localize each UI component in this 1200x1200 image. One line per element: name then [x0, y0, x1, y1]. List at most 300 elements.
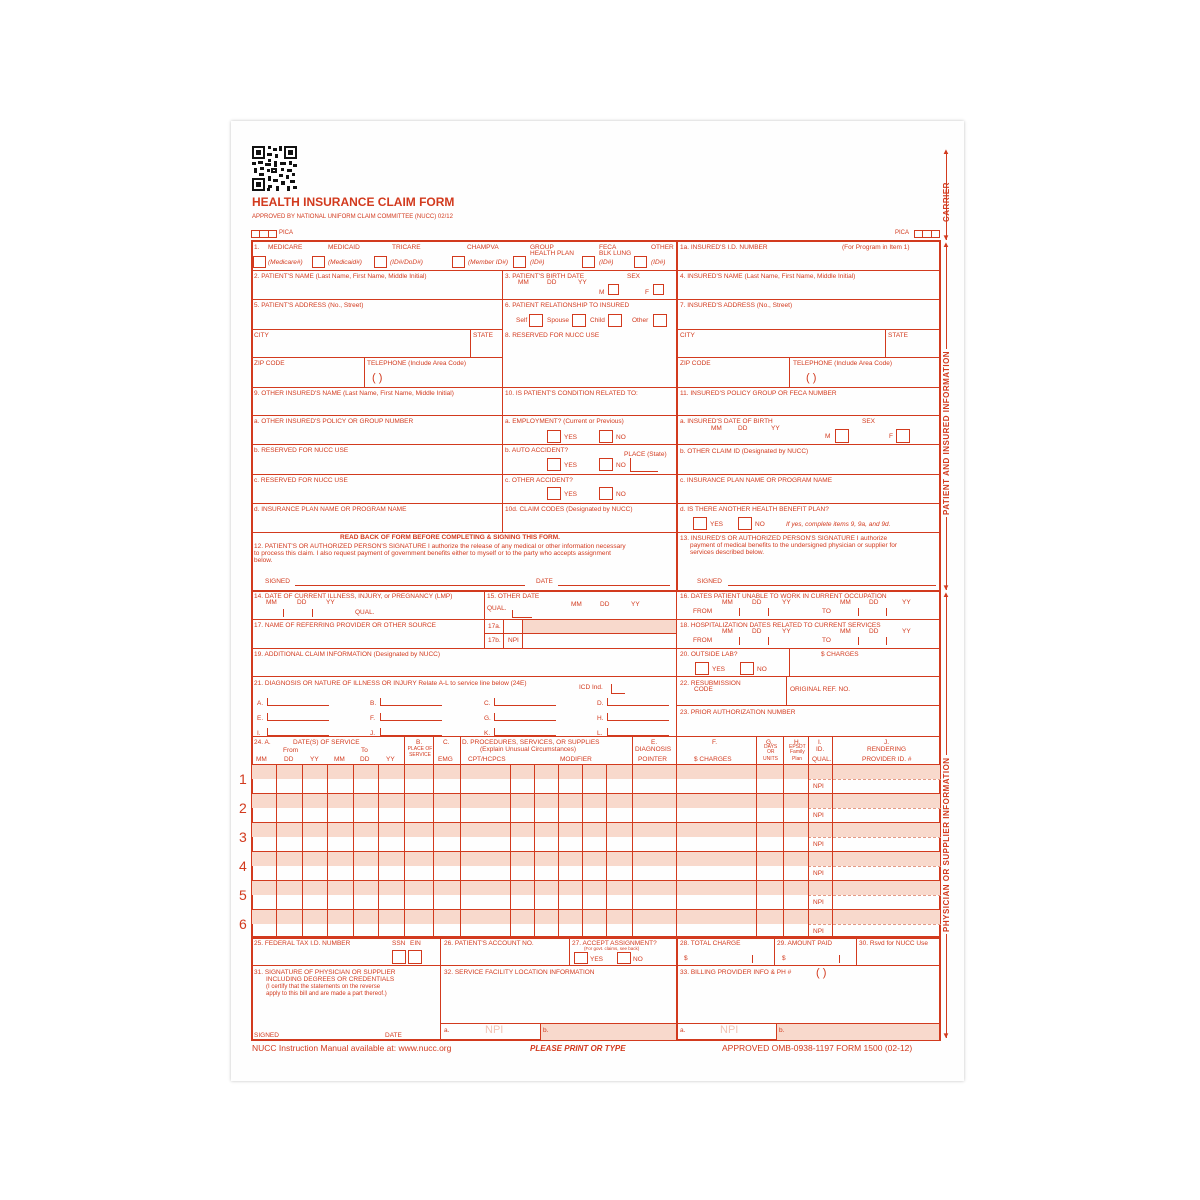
item2-patient-name[interactable]: 2. PATIENT'S NAME (Last Name, First Name, Middle Initial) [254, 273, 427, 280]
outside-lab-no-label: NO [757, 666, 767, 673]
item6-label: 6. PATIENT RELATIONSHIP TO INSURED [505, 302, 630, 309]
dx-letter: I. [257, 730, 261, 737]
item24-to-yy: YY [386, 756, 395, 763]
item16-from-mm: MM [722, 599, 733, 606]
other-program-checkbox[interactable] [634, 256, 647, 268]
item1-group2: HEALTH PLAN [530, 250, 574, 257]
item27-label: 27. ACCEPT ASSIGNMENT? [572, 940, 657, 947]
service-line-supplemental[interactable] [252, 823, 832, 837]
auto-accident-no-checkbox[interactable] [599, 458, 613, 471]
outside-lab-no-checkbox[interactable] [740, 662, 754, 675]
item9d[interactable]: d. INSURANCE PLAN NAME OR PROGRAM NAME [254, 506, 407, 513]
item17b: 17b. [488, 637, 501, 644]
item11a-mm: MM [711, 425, 722, 432]
diagnosis-field[interactable] [607, 728, 669, 736]
item13-signed: SIGNED [697, 578, 722, 585]
champva-id-label: (Member ID#) [468, 259, 509, 266]
relationship-other-checkbox[interactable] [653, 314, 667, 327]
item6-spouse: Spouse [547, 317, 570, 324]
item24-from-yy: YY [310, 756, 319, 763]
item23-label[interactable]: 23. PRIOR AUTHORIZATION NUMBER [680, 709, 796, 716]
item33b: b. [779, 1027, 785, 1034]
footer-omb: APPROVED OMB-0938-1197 FORM 1500 (02-12) [722, 1043, 913, 1053]
service-line-supplemental[interactable] [252, 910, 832, 924]
item24-h3: Family [790, 749, 805, 755]
item1-feca: FECA [599, 244, 617, 251]
patient-state[interactable]: STATE [473, 332, 493, 339]
diagnosis-field[interactable] [607, 713, 669, 721]
item24-j2: RENDERING [867, 746, 907, 753]
diagnosis-field[interactable] [267, 713, 329, 721]
item11a-f: F [889, 433, 893, 440]
item10a: a. EMPLOYMENT? (Current or Previous) [505, 418, 624, 425]
item17b-npi: NPI [508, 637, 519, 644]
item24-to-dd: DD [360, 756, 370, 763]
accept-yes-label: YES [590, 956, 604, 963]
insured-zip[interactable]: ZIP CODE [680, 360, 711, 367]
medicare-checkbox[interactable] [253, 256, 266, 268]
item14-yy: YY [326, 599, 335, 606]
item16-from: FROM [693, 608, 713, 615]
item16-to-yy: YY [902, 599, 911, 606]
service-line-number: 5 [239, 887, 247, 903]
other-plan-no-checkbox[interactable] [738, 517, 752, 530]
item1-medicaid: MEDICAID [328, 244, 360, 251]
service-line-npi-label: NPI [813, 928, 824, 935]
item18-to: TO [822, 637, 831, 644]
item25-ein: EIN [410, 940, 421, 947]
ssn-checkbox[interactable] [392, 950, 406, 964]
item33-label[interactable]: 33. BILLING PROVIDER INFO & PH # [680, 969, 792, 976]
group-checkbox[interactable] [513, 256, 526, 268]
item14-qual: QUAL. [355, 609, 375, 616]
employment-no-checkbox[interactable] [599, 430, 613, 443]
item13-line3: services described below. [690, 549, 765, 556]
tricare-checkbox[interactable] [374, 256, 387, 268]
item28-dollar: $ [684, 955, 688, 962]
other-accident-no-checkbox[interactable] [599, 487, 613, 500]
item24-h: H. [794, 739, 801, 746]
item15-qual: QUAL. [487, 605, 507, 612]
diagnosis-field[interactable] [380, 698, 442, 706]
insured-sex-f-checkbox[interactable] [896, 429, 910, 443]
item1-tricare: TRICARE [392, 244, 421, 251]
other-plan-yes-checkbox[interactable] [693, 517, 707, 530]
item33-parens: ( ) [816, 967, 827, 979]
item10c: c. OTHER ACCIDENT? [505, 477, 573, 484]
diagnosis-field[interactable] [607, 698, 669, 706]
item24-c: C. [443, 739, 450, 746]
footer-print-notice: PLEASE PRINT OR TYPE [530, 1044, 626, 1053]
item25-ssn: SSN [392, 940, 406, 947]
item18-to-dd: DD [869, 628, 879, 635]
item24-h4: Plan [792, 756, 803, 762]
service-line-row[interactable] [252, 895, 807, 909]
item7-insured-address[interactable]: 7. INSURED'S ADDRESS (No., Street) [680, 302, 793, 309]
item16-to-mm: MM [840, 599, 851, 606]
item3-f: F [645, 289, 649, 296]
auto-accident-yes-checkbox[interactable] [547, 458, 561, 471]
item24-i3: QUAL. [812, 756, 832, 763]
item24-f2: $ CHARGES [694, 756, 732, 763]
read-back-notice: READ BACK OF FORM BEFORE COMPLETING & SIGNING THIS FORM. [340, 534, 560, 541]
item24-g3: OR [767, 749, 775, 755]
item1a-note: (For Program in Item 1) [842, 244, 910, 251]
item12-line3: below. [254, 557, 273, 564]
item16-from-yy: YY [782, 599, 791, 606]
dx-letter: L. [597, 730, 603, 737]
service-line-supplemental[interactable] [252, 765, 832, 779]
insured-city[interactable]: CITY [680, 332, 695, 339]
item11d-note: If yes, complete items 9, 9a, and 9d. [786, 521, 891, 528]
accept-no-label: NO [633, 956, 643, 963]
item24-e: E. [651, 739, 658, 746]
item24-from: From [283, 747, 299, 754]
item5-patient-address[interactable]: 5. PATIENT'S ADDRESS (No., Street) [254, 302, 364, 309]
item3-yy: YY [578, 279, 587, 286]
ein-checkbox[interactable] [408, 950, 422, 964]
item6-other: Other [632, 317, 649, 324]
item12-line1: 12. PATIENT'S OR AUTHORIZED PERSON'S SIGNATURE I authorize the release of any medical or other information necessary [254, 543, 626, 550]
item24-e3: POINTER [638, 756, 667, 763]
dx-letter: H. [597, 715, 604, 722]
item14-mm: MM [266, 599, 277, 606]
group-id-label: (ID#) [530, 259, 545, 266]
other-accident-no-label: NO [616, 491, 626, 498]
diagnosis-field[interactable] [267, 698, 329, 706]
service-line-provider-qual[interactable] [833, 794, 940, 808]
item21-label: 21. DIAGNOSIS OR NATURE OF ILLNESS OR INJURY Relate A-L to service line below (24E) [254, 680, 527, 687]
item20-label: 20. OUTSIDE LAB? [680, 651, 738, 658]
relationship-child-checkbox[interactable] [608, 314, 622, 327]
item24-dates: DATE(S) OF SERVICE [293, 739, 360, 746]
medicaid-id-label: (Medicaid#) [328, 259, 362, 266]
item16-to: TO [822, 608, 831, 615]
item15-mm: MM [571, 601, 582, 608]
item22-code: CODE [694, 686, 713, 693]
item6-self: Self [516, 317, 528, 324]
item32a-npi-watermark: NPI [485, 1024, 504, 1036]
item32b: b. [543, 1027, 549, 1034]
item12-date: DATE [536, 578, 553, 585]
item17b-npi-field[interactable] [523, 634, 676, 648]
tricare-id-label: (ID#/DoD#) [390, 259, 423, 266]
item17-label[interactable]: 17. NAME OF REFERRING PROVIDER OR OTHER SOURCE [254, 622, 437, 629]
service-line-npi-label: NPI [813, 899, 824, 906]
accept-assignment-yes-checkbox[interactable] [574, 952, 588, 964]
patient-phone-parens: ( ) [372, 372, 383, 384]
item1-medicare: MEDICARE [268, 244, 303, 251]
item29-label[interactable]: 29. AMOUNT PAID [777, 940, 833, 947]
item14-label: 14. DATE OF CURRENT ILLNESS, INJURY, or PREGNANCY (LMP) [254, 593, 453, 600]
service-line-row[interactable] [252, 779, 807, 793]
item24-e2: DIAGNOSIS [635, 746, 672, 753]
patient-sex-f-checkbox[interactable] [653, 284, 664, 295]
diagnosis-field[interactable] [494, 728, 556, 736]
item1-feca2: BLK LUNG [599, 250, 632, 257]
other-program-id-label: (ID#) [651, 259, 666, 266]
item25-label: 25. FEDERAL TAX I.D. NUMBER [254, 940, 351, 947]
item13-line2: payment of medical benefits to the undersigned physician or supplier for [690, 542, 898, 549]
item32a: a. [444, 1027, 450, 1034]
item24-emg: EMG [438, 756, 453, 763]
item3-dd: DD [547, 279, 557, 286]
service-line-number: 6 [239, 916, 247, 932]
dx-letter: J. [370, 730, 376, 737]
item27-note: (For govt. claims, see back) [584, 946, 640, 951]
item24-b: B. [416, 739, 423, 746]
item22-label: 22. RESUBMISSION [680, 680, 741, 687]
diagnosis-field[interactable] [380, 728, 442, 736]
service-line-npi-label: NPI [813, 783, 824, 790]
dx-letter: F. [370, 715, 376, 722]
federal-tax-id-field[interactable] [254, 950, 388, 964]
item8-reserved: 8. RESERVED FOR NUCC USE [505, 332, 600, 339]
item10-label: 10. IS PATIENT'S CONDITION RELATED TO: [505, 390, 638, 397]
facility-other-id-field[interactable] [541, 1024, 676, 1040]
service-line-supplemental[interactable] [252, 794, 832, 808]
item15-label: 15. OTHER DATE [487, 593, 540, 600]
relationship-self-checkbox[interactable] [529, 314, 543, 327]
item15-yy: YY [631, 601, 640, 608]
item31-signed: SIGNED [254, 1032, 279, 1039]
service-line-row[interactable] [252, 808, 807, 822]
insured-phone-parens: ( ) [806, 372, 817, 384]
diagnosis-field[interactable] [494, 713, 556, 721]
patient-city[interactable]: CITY [254, 332, 269, 339]
item17a-field[interactable] [523, 620, 676, 633]
item24-modifier: MODIFIER [560, 756, 592, 763]
auto-accident-state-field[interactable] [630, 458, 658, 472]
item1-other: OTHER [651, 244, 674, 251]
item18-to-mm: MM [840, 628, 851, 635]
service-line-provider-qual[interactable] [833, 910, 940, 924]
item24-d2: (Explain Unusual Circumstances) [480, 746, 577, 753]
icd-ind-field[interactable] [611, 684, 625, 694]
dx-letter: C. [484, 700, 491, 707]
item33a: a. [680, 1027, 686, 1034]
item10b: b. AUTO ACCIDENT? [505, 447, 569, 454]
item18-from: FROM [693, 637, 713, 644]
service-line-npi-label: NPI [813, 841, 824, 848]
insured-sex-m-checkbox[interactable] [835, 429, 849, 443]
item24-a: 24. A. [254, 739, 271, 746]
medicare-id-label: (Medicare#) [268, 259, 303, 266]
insured-telephone[interactable]: TELEPHONE (Include Area Code) [793, 360, 892, 367]
item3-mm: MM [518, 279, 529, 286]
item11a-sex: SEX [862, 418, 876, 425]
item24-g4: UNITS [763, 756, 778, 762]
service-line-supplemental[interactable] [252, 881, 832, 895]
service-line-npi-label: NPI [813, 812, 824, 819]
item24-f: F. [712, 739, 718, 746]
item24-i: I. [818, 739, 822, 746]
physician-signature-field[interactable] [280, 1022, 380, 1036]
service-line-provider-qual[interactable] [833, 823, 940, 837]
medicaid-checkbox[interactable] [312, 256, 325, 268]
item1-num: 1. [254, 244, 260, 251]
pica-label-left: PICA [279, 230, 294, 236]
item18-from-yy: YY [782, 628, 791, 635]
item24-h2: EPSDT [789, 744, 806, 750]
item9c: c. RESERVED FOR NUCC USE [254, 477, 348, 484]
item11b[interactable]: b. OTHER CLAIM ID (Designated by NUCC) [680, 448, 809, 455]
outside-lab-yes-checkbox[interactable] [695, 662, 709, 675]
diagnosis-field[interactable] [380, 713, 442, 721]
item24-g: G. [766, 739, 773, 746]
dx-letter: B. [370, 700, 377, 707]
service-line-supplemental[interactable] [252, 852, 832, 866]
item22-orig: ORIGINAL REF. NO. [790, 686, 851, 693]
item3-m: M [599, 289, 605, 296]
qr-code-icon [252, 146, 297, 191]
footer-nucc-manual: NUCC Instruction Manual available at: www.nucc.org [252, 1043, 452, 1053]
item24-j: J. [884, 739, 890, 746]
dx-letter: K. [484, 730, 491, 737]
item1-group: GROUP [530, 244, 554, 251]
patient-sex-m-checkbox[interactable] [608, 284, 619, 295]
item19-label[interactable]: 19. ADDITIONAL CLAIM INFORMATION (Designated by NUCC) [254, 651, 441, 658]
item16-from-dd: DD [752, 599, 762, 606]
other-accident-yes-checkbox[interactable] [547, 487, 561, 500]
billing-npi-field[interactable] [692, 1024, 775, 1040]
facility-npi-field[interactable] [455, 1024, 539, 1040]
item18-from-dd: DD [752, 628, 762, 635]
dx-letter: A. [257, 700, 264, 707]
item18-to-yy: YY [902, 628, 911, 635]
side-label-physician: PHYSICIAN OR SUPPLIER INFORMATION [942, 757, 951, 932]
item24-pos: PLACE OF SERVICE [407, 746, 433, 758]
other-plan-yes-label: YES [710, 521, 724, 528]
service-line-number: 2 [239, 800, 247, 816]
service-line-number: 4 [239, 858, 247, 874]
item18-from-mm: MM [722, 628, 733, 635]
service-line-row[interactable] [252, 837, 807, 851]
other-plan-no-label: NO [755, 521, 765, 528]
item11a-yy: YY [771, 425, 780, 432]
dx-letter: D. [597, 700, 604, 707]
employment-yes-label: YES [564, 434, 578, 441]
item14-dd: DD [297, 599, 307, 606]
item3-label: 3. PATIENT'S BIRTH DATE [505, 273, 585, 280]
item11a: a. INSURED'S DATE OF BIRTH [680, 418, 773, 425]
item3-sex: SEX [627, 273, 641, 280]
item31-line1: 31. SIGNATURE OF PHYSICIAN OR SUPPLIER [254, 969, 396, 976]
item10b-place: PLACE (State) [624, 451, 667, 458]
item12-line2: to process this claim. I also request payment of government benefits either to myself or to the party who accepts assignment [254, 550, 611, 557]
item24-from-dd: DD [284, 756, 294, 763]
icd-ind-label: ICD Ind. [579, 684, 603, 691]
item24-from-mm: MM [256, 756, 267, 763]
item17a: 17a. [488, 623, 501, 630]
diagnosis-field[interactable] [494, 698, 556, 706]
item24-to: To [361, 747, 368, 754]
insured-signature-field[interactable] [728, 574, 936, 585]
side-label-carrier: CARRIER [942, 182, 951, 222]
item24-cpt: CPT/HCPCS [468, 756, 506, 763]
service-line-provider-qual[interactable] [833, 881, 940, 895]
item26-label[interactable]: 26. PATIENT'S ACCOUNT NO. [444, 940, 534, 947]
item24-i2: ID. [816, 746, 825, 753]
auto-no-label: NO [616, 462, 626, 469]
item4-insured-name[interactable]: 4. INSURED'S NAME (Last Name, First Name, Middle Initial) [680, 273, 856, 280]
service-line-number: 3 [239, 829, 247, 845]
item11a-dd: DD [738, 425, 748, 432]
item11d: d. IS THERE ANOTHER HEALTH BENEFIT PLAN? [680, 506, 829, 513]
dx-letter: E. [257, 715, 264, 722]
feca-checkbox[interactable] [582, 256, 595, 268]
item32-label[interactable]: 32. SERVICE FACILITY LOCATION INFORMATION [444, 969, 595, 976]
item31-line3: (I certify that the statements on the reverse [266, 984, 381, 990]
side-label-patient: PATIENT AND INSURED INFORMATION [942, 350, 951, 515]
outside-lab-yes-label: YES [712, 666, 726, 673]
item1-champva: CHAMPVA [467, 244, 499, 251]
diagnosis-field[interactable] [267, 728, 329, 736]
item30-label: 30. Rsvd for NUCC Use [859, 940, 928, 947]
pica-label-right: PICA [895, 230, 910, 236]
relationship-spouse-checkbox[interactable] [572, 314, 586, 327]
service-line-row[interactable] [252, 924, 807, 938]
item31-line2: INCLUDING DEGREES OR CREDENTIALS [266, 976, 395, 983]
accept-assignment-no-checkbox[interactable] [617, 952, 631, 964]
service-line-row[interactable] [252, 866, 807, 880]
item18-label: 18. HOSPITALIZATION DATES RELATED TO CURRENT SERVICES [680, 622, 881, 629]
item24-d: D. PROCEDURES, SERVICES, OR SUPPLIES [462, 739, 600, 746]
service-line-provider-qual[interactable] [833, 852, 940, 866]
approved-by: APPROVED BY NATIONAL UNIFORM CLAIM COMMITTEE (NUCC) 02/12 [252, 214, 453, 220]
item11a-m: M [825, 433, 831, 440]
item9b: b. RESERVED FOR NUCC USE [254, 447, 349, 454]
item6-child: Child [590, 317, 605, 324]
pica-box-right[interactable] [914, 230, 940, 238]
item31-date: DATE [385, 1032, 402, 1039]
item24-g2: DAYS [764, 744, 778, 750]
item10d[interactable]: 10d. CLAIM CODES (Designated by NUCC) [505, 506, 633, 513]
feca-id-label: (ID#) [599, 259, 614, 266]
dx-letter: G. [484, 715, 491, 722]
patient-telephone[interactable]: TELEPHONE (Include Area Code) [367, 360, 466, 367]
auto-yes-label: YES [564, 462, 578, 469]
patient-zip[interactable]: ZIP CODE [254, 360, 285, 367]
champva-checkbox[interactable] [452, 256, 465, 268]
other-accident-yes-label: YES [564, 491, 578, 498]
item31-line4: apply to this bill and are made a part thereof.) [266, 991, 387, 997]
item16-to-dd: DD [869, 599, 879, 606]
service-line-npi-label: NPI [813, 870, 824, 877]
item16-label: 16. DATES PATIENT UNABLE TO WORK IN CURRENT OCCUPATION [680, 593, 887, 600]
employment-yes-checkbox[interactable] [547, 430, 561, 443]
item9-other-insured[interactable]: 9. OTHER INSURED'S NAME (Last Name, First Name, Middle Initial) [254, 390, 454, 397]
item28-label[interactable]: 28. TOTAL CHARGE [680, 940, 741, 947]
item11c[interactable]: c. INSURANCE PLAN NAME OR PROGRAM NAME [680, 477, 833, 484]
employment-no-label: NO [616, 434, 626, 441]
item20-charges: $ CHARGES [821, 651, 859, 658]
service-line-number: 1 [239, 771, 247, 787]
item11-label[interactable]: 11. INSURED'S POLICY GROUP OR FECA NUMBER [680, 390, 837, 397]
item15-dd: DD [600, 601, 610, 608]
item13-line1: 13. INSURED'S OR AUTHORIZED PERSON'S SIGNATURE I authorize [680, 535, 888, 542]
item29-dollar: $ [782, 955, 786, 962]
insured-state[interactable]: STATE [888, 332, 908, 339]
item33a-npi-watermark: NPI [720, 1024, 739, 1036]
pica-box-left[interactable] [251, 230, 277, 238]
billing-other-id-field[interactable] [777, 1024, 939, 1040]
item1a-label[interactable]: 1a. INSURED'S I.D. NUMBER [680, 244, 768, 251]
item9a[interactable]: a. OTHER INSURED'S POLICY OR GROUP NUMBER [254, 418, 414, 425]
item24-j3: PROVIDER ID. # [862, 756, 912, 763]
patient-signature-field[interactable] [295, 574, 525, 585]
service-line-provider-qual[interactable] [833, 765, 940, 779]
